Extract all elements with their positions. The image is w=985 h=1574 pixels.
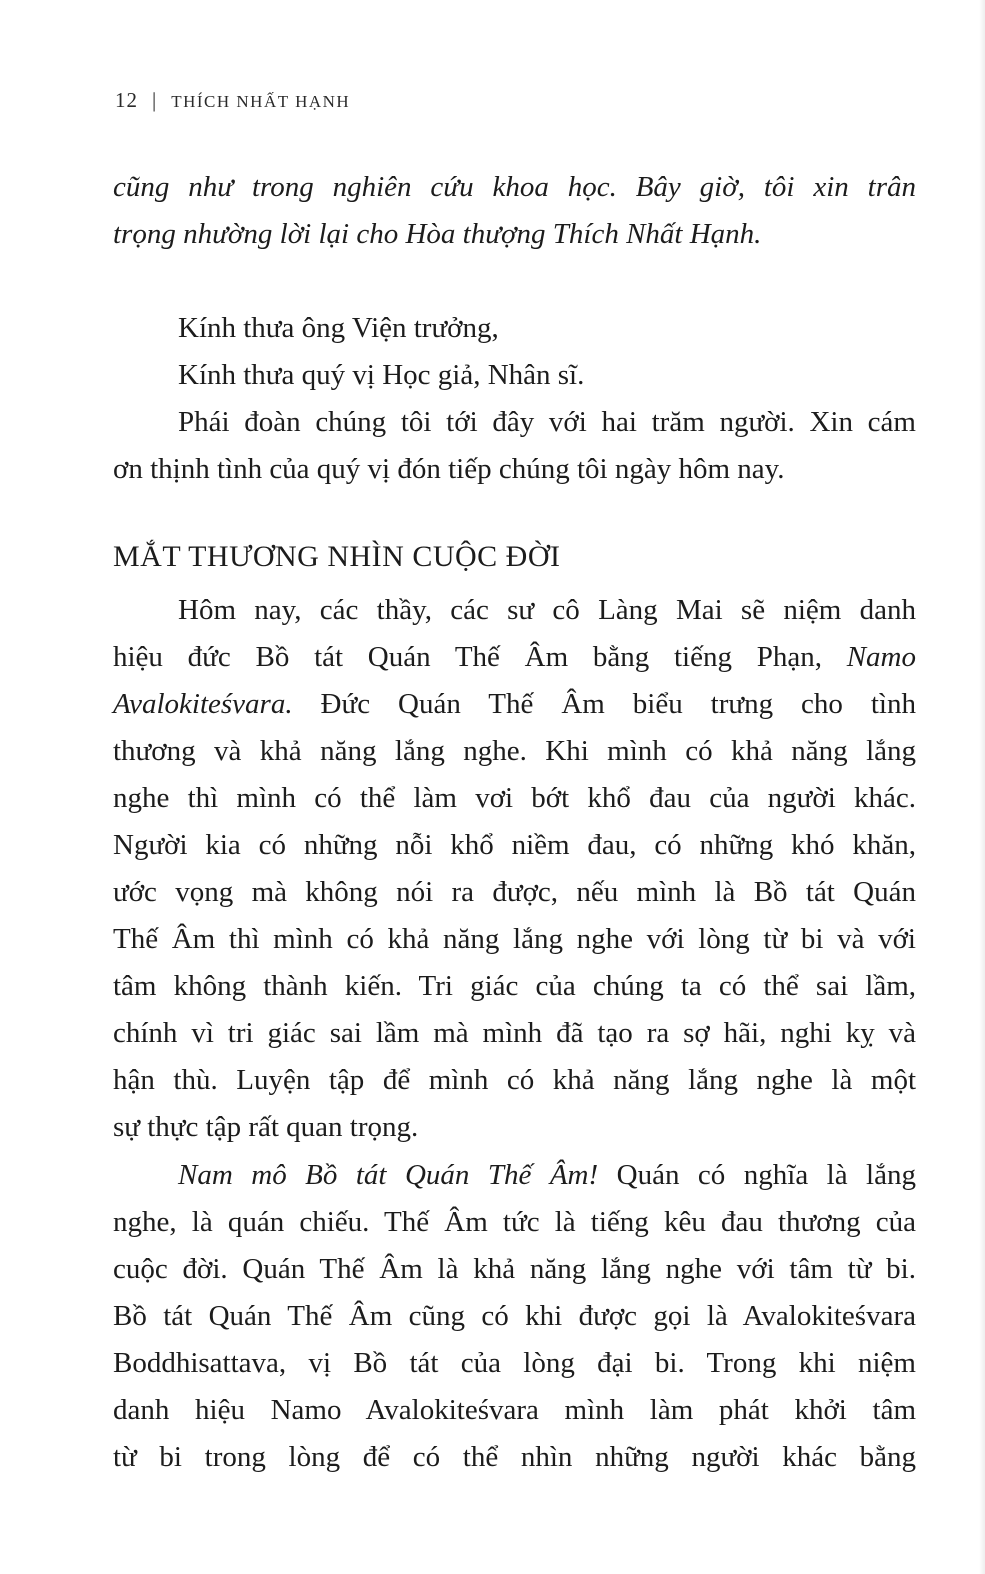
greeting-line: Kính thưa ông Viện trưởng, xyxy=(178,312,499,344)
page-number: 12 xyxy=(115,88,138,112)
italic-run: Namo xyxy=(846,641,916,673)
text-line xyxy=(113,634,916,681)
text-line: từ bi trong lòng để có thể nhìn những người khác bằng xyxy=(113,1441,916,1473)
text-line: tâm không thành kiến. Tri giác của chúng ta có thể sai lầm, xyxy=(113,970,916,1002)
text-line: chính vì tri giác sai lầm mà mình đã tạo ra sợ hãi, nghi kỵ và xyxy=(113,1017,916,1049)
text-line: Bồ tát Quán Thế Âm cũng có khi được gọi là Avalokiteśvara xyxy=(113,1300,916,1332)
text-line: Phái đoàn chúng tôi tới đây với hai trăm người. Xin cám xyxy=(178,406,916,438)
text-line xyxy=(113,1152,916,1199)
text-line: ước vọng mà không nói ra được, nếu mình là Bồ tát Quán xyxy=(113,876,916,908)
text-run: hiệu đức Bồ tát Quán Thế Âm bằng tiếng Phạn, xyxy=(113,641,847,673)
section-heading: MẮT THƯƠNG NHÌN CUỘC ĐỜI xyxy=(113,540,561,573)
greeting-block xyxy=(113,305,916,493)
italic-run: Nam mô Bồ tát Quán Thế Âm! xyxy=(178,1159,599,1191)
text-line: thương và khả năng lắng nghe. Khi mình có khả năng lắng xyxy=(113,735,916,767)
header-separator: | xyxy=(152,88,158,112)
text-line: Hôm nay, các thầy, các sư cô Làng Mai sẽ niệm danh xyxy=(178,594,916,626)
text-line: ơn thịnh tình của quý vị đón tiếp chúng tôi ngày hôm nay. xyxy=(113,453,785,485)
text-line: trọng nhường lời lại cho Hòa thượng Thích Nhất Hạnh. xyxy=(113,218,762,250)
page-edge-shadow xyxy=(979,0,985,1574)
text-line: cuộc đời. Quán Thế Âm là khả năng lắng nghe với tâm từ bi. xyxy=(113,1253,916,1285)
text-run: Đức Quán Thế Âm biểu trưng cho tình xyxy=(292,688,916,720)
header-author: THÍCH NHẤT HẠNH xyxy=(171,92,351,111)
text-line: Boddhisattava, vị Bồ tát của lòng đại bi. Trong khi niệm xyxy=(113,1347,916,1379)
text-line: sự thực tập rất quan trọng. xyxy=(113,1111,419,1143)
text-line: nghe thì mình có thể làm vơi bớt khổ đau của người khác. xyxy=(113,782,916,814)
intro-paragraph xyxy=(113,164,916,258)
text-line: cũng như trong nghiên cứu khoa học. Bây giờ, tôi xin trân xyxy=(113,171,916,203)
text-line: nghe, là quán chiếu. Thế Âm tức là tiếng kêu đau thương của xyxy=(113,1206,916,1238)
body-paragraph-1 xyxy=(113,587,916,1151)
text-run: Quán có nghĩa là lắng xyxy=(598,1159,916,1191)
text-line xyxy=(113,681,916,728)
running-header xyxy=(115,88,350,113)
body-paragraph-2 xyxy=(113,1152,916,1481)
text-line: Thế Âm thì mình có khả năng lắng nghe với lòng từ bi và với xyxy=(113,923,916,955)
greeting-line: Kính thưa quý vị Học giả, Nhân sĩ. xyxy=(178,359,585,391)
text-line: hận thù. Luyện tập để mình có khả năng lắng nghe là một xyxy=(113,1064,916,1096)
text-line: Người kia có những nỗi khổ niềm đau, có những khó khăn, xyxy=(113,829,916,861)
italic-run: Avalokiteśvara. xyxy=(113,688,293,720)
text-line: danh hiệu Namo Avalokiteśvara mình làm phát khởi tâm xyxy=(113,1394,916,1426)
